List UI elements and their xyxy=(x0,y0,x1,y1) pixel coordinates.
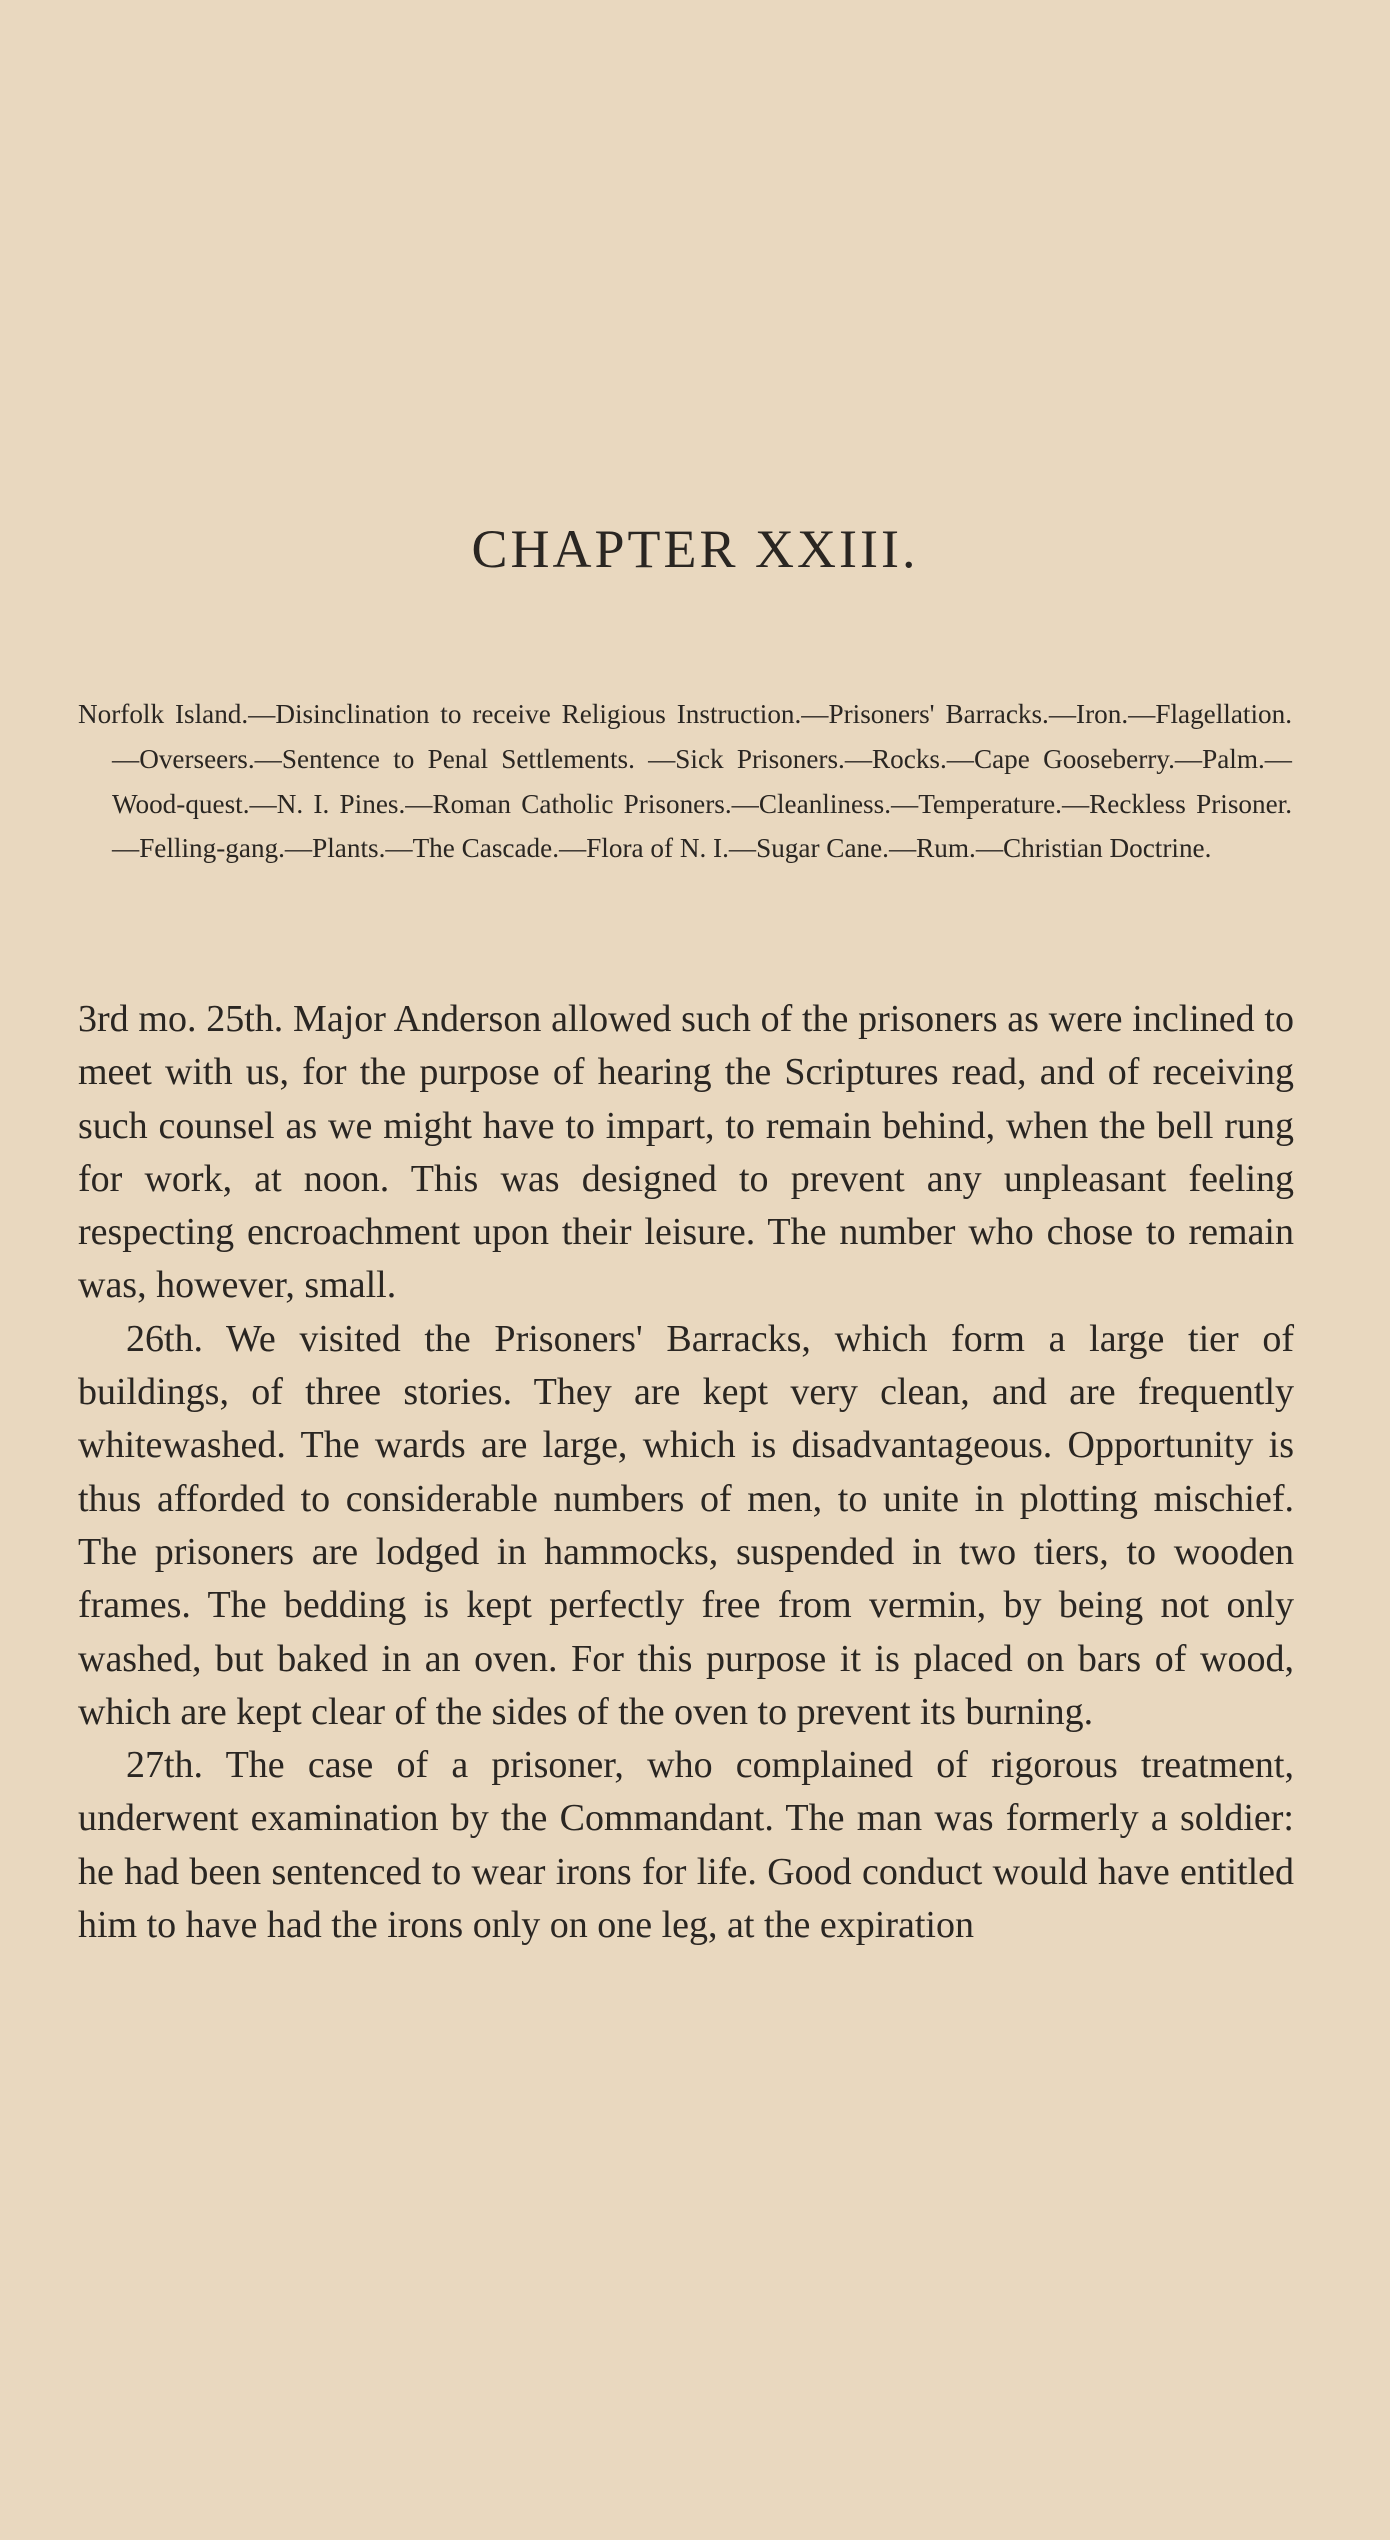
chapter-summary: Norfolk Island.—Disinclination to receive Religious Instruction.—Prisoners' Barracks.—Iron.—Flagellation.—Overseers.—Sentence to Penal Settlements. —Sick Prisoners.—Rocks.—Cape Gooseberry.—Palm.—Wood-quest.—N. I. Pines.—Roman Catholic Prisoners.—Cleanliness.—Temperature.—Reckless Prisoner.—Felling-gang.—Plants.—The Cascade.—Flora of N. I.—Sugar Cane.—Rum.—Christian Doctrine. xyxy=(78,699,1292,864)
body-text xyxy=(78,993,1294,1952)
paragraph-entry-27th: 27th. The case of a prisoner, who complained of rigorous treatment, underwent examination by the Commandant. The man was formerly a soldier: he had been sentenced to wear irons for life. Good conduct would have entitled him to have had the irons only on one leg, at the expiration xyxy=(78,1744,1294,1947)
chapter-title: CHAPTER XXIII. xyxy=(471,519,919,579)
paragraph-entry-26th: 26th. We visited the Prisoners' Barracks, which form a large tier of buildings, of three stories. They are kept very clean, and are frequently whitewashed. The wards are large, which is disadvantageous. Opportunity is thus afforded to considerable numbers of men, to unite in plotting mischief. The prisoners are lodged in hammocks, suspended in two tiers, to wooden frames. The bedding is kept perfectly free from vermin, by being not only washed, but baked in an oven. For this purpose it is placed on bars of wood, which are kept clear of the sides of the oven to prevent its burning. xyxy=(78,1317,1294,1733)
paragraph-entry-25th: 3rd mo. 25th. Major Anderson allowed such of the prisoners as were inclined to meet with us, for the purpose of hearing the Scriptures read, and of receiving such counsel as we might have to impart, to remain behind, when the bell rung for work, at noon. This was designed to prevent any unpleasant feeling respecting encroachment upon their leisure. The number who chose to remain was, however, small. xyxy=(78,998,1294,1307)
